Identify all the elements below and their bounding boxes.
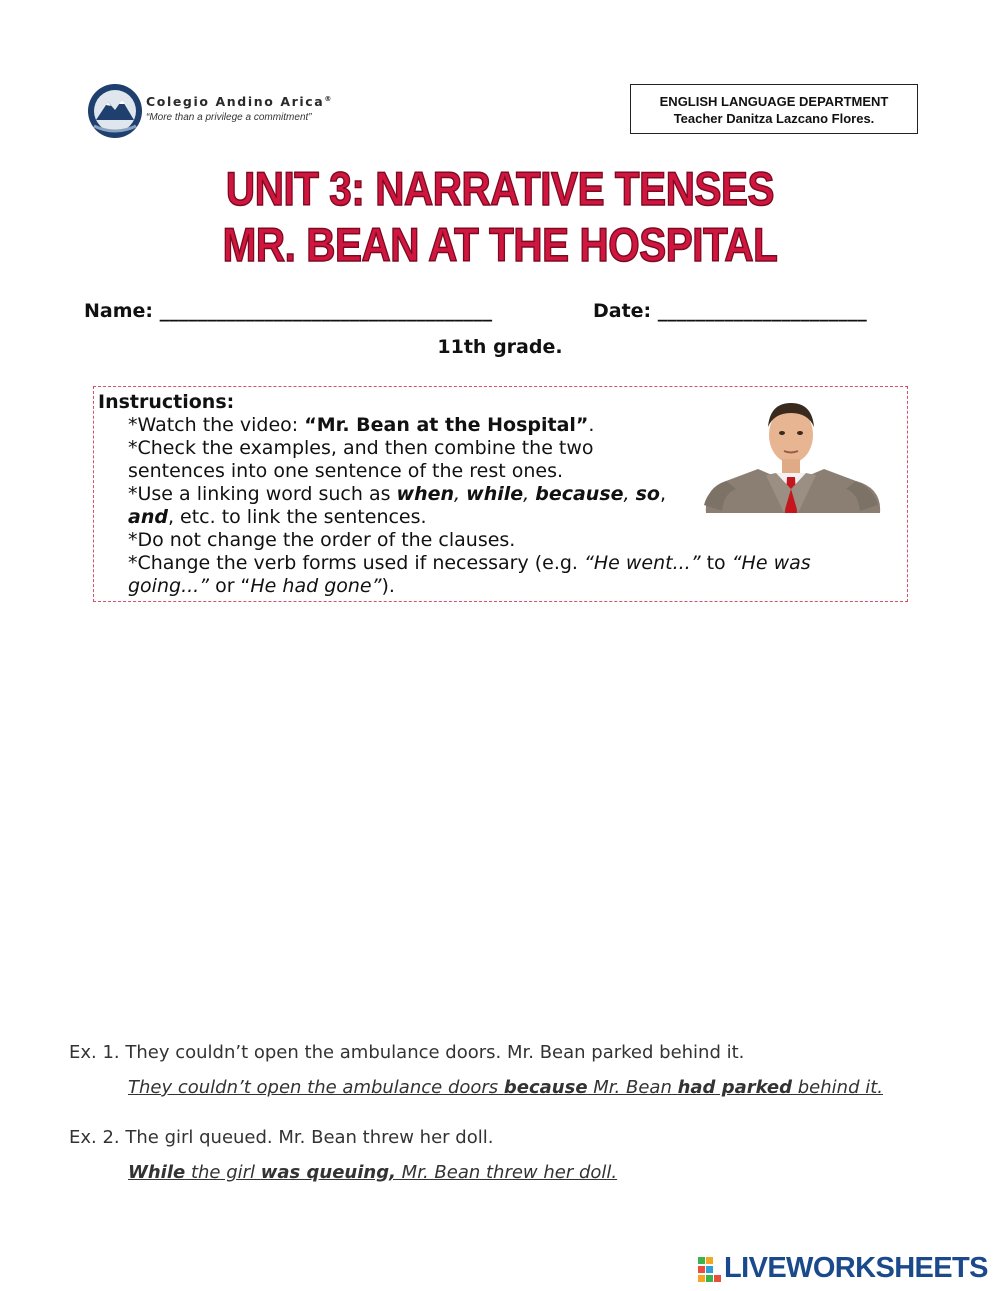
school-name: Colegio Andino Arica® xyxy=(146,94,332,109)
instruction-order: *Do not change the order of the clauses. xyxy=(128,529,516,551)
exercise-2-prompt: Ex. 2. The girl queued. Mr. Bean threw her doll. xyxy=(69,1127,494,1148)
exercise-1-answer: They couldn’t open the ambulance doors because Mr. Bean had parked behind it. xyxy=(128,1077,883,1098)
grade-label: 11th grade. xyxy=(437,336,563,358)
department-box xyxy=(630,84,918,134)
instruction-check: *Check the examples, and then combine the two xyxy=(128,437,594,459)
date-field: Date: ______________________ xyxy=(593,300,867,322)
liveworksheets-blocks-icon xyxy=(698,1257,722,1283)
exercise-2-answer: While the girl was queuing, Mr. Bean threw her doll. xyxy=(128,1162,618,1183)
department-name: ENGLISH LANGUAGE DEPARTMENT xyxy=(659,94,889,109)
teacher-name: Teacher Danitza Lazcano Flores. xyxy=(673,111,875,126)
instruction-verbs-cont: going...” or “He had gone”). xyxy=(128,575,395,597)
liveworksheets-logo[interactable] xyxy=(698,1254,998,1286)
unit-title: UNIT 3: NARRATIVE TENSES xyxy=(225,162,775,215)
school-emblem-icon xyxy=(86,82,144,140)
liveworksheets-brand: LIVEWORKSHEETS xyxy=(724,1252,988,1284)
instruction-verbs: *Change the verb forms used if necessary (e.g. “He went...” to “He was xyxy=(128,552,811,574)
name-field: Name: ___________________________________ xyxy=(84,300,493,322)
exercise-1-prompt: Ex. 1. They couldn’t open the ambulance doors. Mr. Bean parked behind it. xyxy=(69,1042,745,1063)
instruction-watch: *Watch the video: “Mr. Bean at the Hospital”. xyxy=(128,414,595,436)
mr-bean-photo xyxy=(696,393,886,513)
lesson-title: MR. BEAN AT THE HOSPITAL xyxy=(222,218,778,271)
school-logo xyxy=(82,78,347,148)
school-motto: “More than a privilege a commitment” xyxy=(146,112,312,123)
instructions-heading: Instructions: xyxy=(98,391,235,413)
instruction-linking-cont: and, etc. to link the sentences. xyxy=(128,506,427,528)
instruction-check-cont: sentences into one sentence of the rest ones. xyxy=(128,460,564,482)
instruction-linking: *Use a linking word such as when, while, because, so, xyxy=(128,483,667,505)
